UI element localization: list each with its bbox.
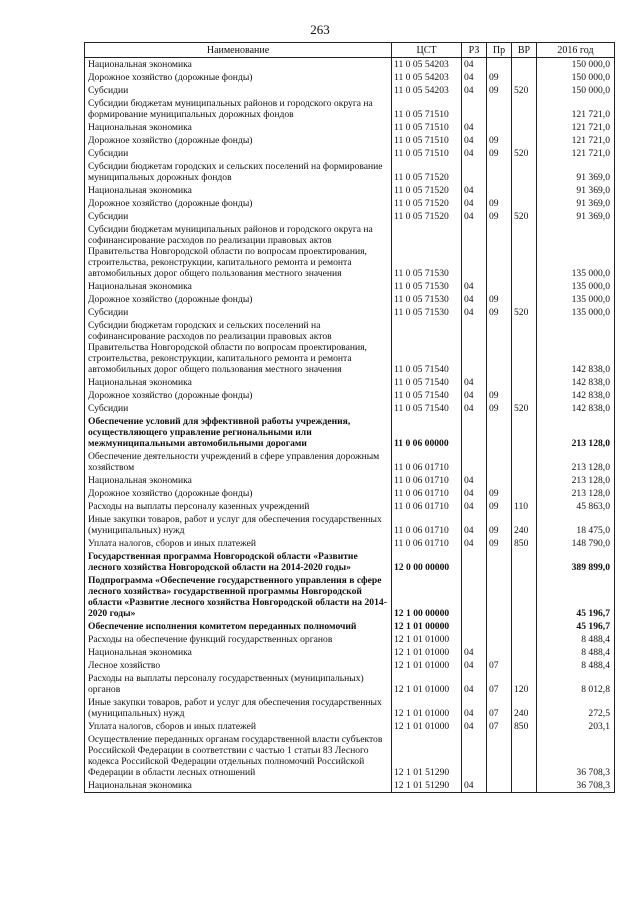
- row-pr: 09: [487, 147, 512, 160]
- table-row: [85, 513, 615, 537]
- row-pr: 09: [487, 500, 512, 513]
- row-cst: 11 0 05 71540: [392, 376, 462, 389]
- row-vr: [512, 58, 537, 72]
- row-value: 389 899,0: [537, 550, 615, 574]
- row-vr: 520: [512, 402, 537, 415]
- row-vr: 520: [512, 306, 537, 319]
- row-value: 8 488,4: [537, 659, 615, 672]
- row-cst: 12 1 00 00000: [392, 574, 462, 620]
- row-rz: 04: [462, 696, 487, 720]
- table-header-row: [85, 43, 615, 58]
- row-cst: 11 0 05 71540: [392, 402, 462, 415]
- row-cst: 11 0 05 54203: [392, 58, 462, 72]
- row-rz: [462, 415, 487, 450]
- row-pr: [487, 450, 512, 474]
- table-row: [85, 487, 615, 500]
- row-rz: 04: [462, 720, 487, 733]
- table-row: [85, 84, 615, 97]
- table-row: [85, 134, 615, 147]
- row-vr: [512, 280, 537, 293]
- header-cst: ЦСТ: [392, 43, 462, 58]
- row-vr: 850: [512, 537, 537, 550]
- row-cst: 12 1 01 51290: [392, 779, 462, 793]
- row-name: Национальная экономика: [85, 184, 392, 197]
- row-vr: [512, 223, 537, 280]
- row-rz: 04: [462, 672, 487, 696]
- row-cst: 12 1 01 01000: [392, 672, 462, 696]
- row-pr: [487, 184, 512, 197]
- row-vr: [512, 646, 537, 659]
- row-pr: 09: [487, 134, 512, 147]
- table-row: [85, 450, 615, 474]
- row-pr: 09: [487, 293, 512, 306]
- row-value: 150 000,0: [537, 84, 615, 97]
- row-name: Национальная экономика: [85, 58, 392, 72]
- row-pr: 09: [487, 71, 512, 84]
- row-value: 213 128,0: [537, 450, 615, 474]
- row-pr: [487, 646, 512, 659]
- row-rz: 04: [462, 121, 487, 134]
- row-cst: 12 1 01 01000: [392, 696, 462, 720]
- table-row: [85, 733, 615, 779]
- row-rz: [462, 550, 487, 574]
- row-pr: [487, 633, 512, 646]
- row-vr: [512, 160, 537, 184]
- row-name: Расходы на выплаты персоналу государственных (муниципальных) органов: [85, 672, 392, 696]
- table-row: [85, 71, 615, 84]
- row-name: Национальная экономика: [85, 646, 392, 659]
- row-cst: 11 0 06 01710: [392, 474, 462, 487]
- row-vr: 520: [512, 210, 537, 223]
- row-cst: 11 0 05 71530: [392, 223, 462, 280]
- row-value: 91 369,0: [537, 197, 615, 210]
- row-cst: 11 0 05 71520: [392, 210, 462, 223]
- table-row: [85, 389, 615, 402]
- row-cst: 12 0 00 00000: [392, 550, 462, 574]
- row-pr: [487, 280, 512, 293]
- row-cst: 11 0 05 54203: [392, 71, 462, 84]
- row-value: 135 000,0: [537, 293, 615, 306]
- row-name: Обеспечение исполнения комитетом переданных полномочий: [85, 620, 392, 633]
- row-rz: 04: [462, 779, 487, 793]
- row-vr: [512, 574, 537, 620]
- row-pr: [487, 574, 512, 620]
- table-row: [85, 184, 615, 197]
- row-vr: [512, 450, 537, 474]
- row-vr: 240: [512, 513, 537, 537]
- row-name: Государственная программа Новгородской области «Развитие лесного хозяйства Новгородской области на 2014-2020 годы»: [85, 550, 392, 574]
- table-row: [85, 550, 615, 574]
- row-vr: 520: [512, 147, 537, 160]
- table-row: [85, 415, 615, 450]
- row-pr: [487, 550, 512, 574]
- table-row: [85, 646, 615, 659]
- row-pr: 07: [487, 659, 512, 672]
- row-rz: 04: [462, 84, 487, 97]
- row-value: 45 863,0: [537, 500, 615, 513]
- row-rz: [462, 97, 487, 121]
- row-rz: [462, 733, 487, 779]
- row-value: 121 721,0: [537, 134, 615, 147]
- row-value: 91 369,0: [537, 210, 615, 223]
- row-pr: [487, 474, 512, 487]
- row-pr: 09: [487, 402, 512, 415]
- row-vr: [512, 550, 537, 574]
- row-value: 121 721,0: [537, 147, 615, 160]
- row-vr: [512, 487, 537, 500]
- row-value: 142 838,0: [537, 389, 615, 402]
- row-cst: 11 0 05 54203: [392, 84, 462, 97]
- table-row: [85, 121, 615, 134]
- row-cst: 11 0 05 71530: [392, 306, 462, 319]
- row-cst: 11 0 06 01710: [392, 450, 462, 474]
- row-cst: 11 0 05 71540: [392, 389, 462, 402]
- row-rz: [462, 574, 487, 620]
- row-name: Дорожное хозяйство (дорожные фонды): [85, 293, 392, 306]
- row-pr: [487, 160, 512, 184]
- row-vr: [512, 620, 537, 633]
- row-cst: 11 0 05 71520: [392, 184, 462, 197]
- row-cst: 12 1 01 00000: [392, 620, 462, 633]
- row-name: Подпрограмма «Обеспечение государственного управления в сфере лесного хозяйства» государственной программы Новгородской области «Развитие лесного хозяйства Новгородской области на 2014-2020 годы»: [85, 574, 392, 620]
- row-pr: 09: [487, 306, 512, 319]
- row-value: 142 838,0: [537, 376, 615, 389]
- row-name: Уплата налогов, сборов и иных платежей: [85, 720, 392, 733]
- row-vr: [512, 415, 537, 450]
- row-name: Субсидии бюджетам муниципальных районов и городского округа на софинансирование расходов по реализации правовых актов Правительства Новгородской области по вопросам проектирования, строительства, реконструкции, капитального ремонта и ремонта автомобильных дорог общего пользования местного значения: [85, 223, 392, 280]
- row-vr: [512, 659, 537, 672]
- row-cst: 11 0 06 01710: [392, 500, 462, 513]
- row-rz: 04: [462, 280, 487, 293]
- row-name: Обеспечение условий для эффективной работы учреждения, осуществляющего управление региональными или межмуниципальными автомобильными дорогами: [85, 415, 392, 450]
- row-pr: [487, 620, 512, 633]
- table-row: [85, 210, 615, 223]
- row-vr: [512, 474, 537, 487]
- row-vr: [512, 97, 537, 121]
- row-cst: 12 1 01 01000: [392, 720, 462, 733]
- row-name: Дорожное хозяйство (дорожные фонды): [85, 197, 392, 210]
- row-name: Субсидии: [85, 147, 392, 160]
- row-rz: 04: [462, 487, 487, 500]
- row-value: 142 838,0: [537, 402, 615, 415]
- row-value: 213 128,0: [537, 474, 615, 487]
- row-pr: 09: [487, 84, 512, 97]
- table-row: [85, 319, 615, 376]
- row-value: 18 475,0: [537, 513, 615, 537]
- row-pr: 09: [487, 537, 512, 550]
- row-pr: 09: [487, 487, 512, 500]
- row-cst: 11 0 05 71540: [392, 319, 462, 376]
- row-pr: [487, 376, 512, 389]
- row-vr: [512, 184, 537, 197]
- row-cst: 11 0 05 71530: [392, 280, 462, 293]
- row-pr: 07: [487, 672, 512, 696]
- table-row: [85, 620, 615, 633]
- header-rz: РЗ: [462, 43, 487, 58]
- row-rz: 04: [462, 58, 487, 72]
- row-pr: [487, 223, 512, 280]
- row-vr: 240: [512, 696, 537, 720]
- row-cst: 11 0 06 01710: [392, 537, 462, 550]
- row-name: Расходы на обеспечение функций государственных органов: [85, 633, 392, 646]
- row-cst: 11 0 06 01710: [392, 513, 462, 537]
- row-rz: 04: [462, 147, 487, 160]
- table-row: [85, 779, 615, 793]
- table-row: [85, 659, 615, 672]
- table-row: [85, 376, 615, 389]
- row-rz: [462, 633, 487, 646]
- row-value: 150 000,0: [537, 71, 615, 84]
- row-name: Субсидии: [85, 402, 392, 415]
- row-value: 272,5: [537, 696, 615, 720]
- row-rz: 04: [462, 210, 487, 223]
- row-vr: 110: [512, 500, 537, 513]
- row-pr: 07: [487, 720, 512, 733]
- row-value: 213 128,0: [537, 487, 615, 500]
- table-row: [85, 633, 615, 646]
- row-rz: 04: [462, 293, 487, 306]
- row-rz: 04: [462, 659, 487, 672]
- table-row: [85, 223, 615, 280]
- header-vr: ВР: [512, 43, 537, 58]
- row-vr: [512, 376, 537, 389]
- row-name: Дорожное хозяйство (дорожные фонды): [85, 487, 392, 500]
- row-pr: 09: [487, 513, 512, 537]
- table-row: [85, 280, 615, 293]
- row-cst: 11 0 05 71530: [392, 293, 462, 306]
- row-cst: 11 0 05 71510: [392, 97, 462, 121]
- row-vr: [512, 733, 537, 779]
- row-name: Субсидии бюджетам городских и сельских поселений на софинансирование расходов по реализации правовых актов Правительства Новгородской области по вопросам проектирования, строительства, реконструкции, капитального ремонта и ремонта автомобильных дорог общего пользования местного значения: [85, 319, 392, 376]
- row-value: 203,1: [537, 720, 615, 733]
- table-row: [85, 720, 615, 733]
- row-cst: 12 1 01 51290: [392, 733, 462, 779]
- header-pr: Пр: [487, 43, 512, 58]
- row-name: Лесное хозяйство: [85, 659, 392, 672]
- row-value: 36 708,3: [537, 779, 615, 793]
- row-name: Иные закупки товаров, работ и услуг для обеспечения государственных (муниципальных) нужд: [85, 696, 392, 720]
- row-cst: 11 0 05 71510: [392, 121, 462, 134]
- row-name: Субсидии бюджетам муниципальных районов и городского округа на формирование муниципальных дорожных фондов: [85, 97, 392, 121]
- row-cst: 11 0 05 71520: [392, 197, 462, 210]
- row-cst: 11 0 05 71510: [392, 134, 462, 147]
- row-cst: 12 1 01 01000: [392, 659, 462, 672]
- row-rz: 04: [462, 537, 487, 550]
- row-value: 45 196,7: [537, 620, 615, 633]
- table-row: [85, 197, 615, 210]
- table-row: [85, 147, 615, 160]
- row-vr: [512, 134, 537, 147]
- row-rz: 04: [462, 513, 487, 537]
- table-row: [85, 696, 615, 720]
- row-name: Национальная экономика: [85, 779, 392, 793]
- row-name: Дорожное хозяйство (дорожные фонды): [85, 134, 392, 147]
- row-cst: 12 1 01 01000: [392, 633, 462, 646]
- header-year: 2016 год: [537, 43, 615, 58]
- row-name: Дорожное хозяйство (дорожные фонды): [85, 71, 392, 84]
- row-pr: 09: [487, 210, 512, 223]
- row-rz: [462, 319, 487, 376]
- row-cst: 12 1 01 01000: [392, 646, 462, 659]
- row-vr: [512, 779, 537, 793]
- row-name: Уплата налогов, сборов и иных платежей: [85, 537, 392, 550]
- row-value: 8 012,8: [537, 672, 615, 696]
- row-name: Национальная экономика: [85, 121, 392, 134]
- row-pr: 07: [487, 696, 512, 720]
- row-value: 91 369,0: [537, 160, 615, 184]
- budget-table: [84, 42, 615, 793]
- row-name: Обеспечение деятельности учреждений в сфере управления дорожным хозяйством: [85, 450, 392, 474]
- row-cst: 11 0 06 01710: [392, 487, 462, 500]
- row-rz: [462, 223, 487, 280]
- table-row: [85, 293, 615, 306]
- row-name: Национальная экономика: [85, 280, 392, 293]
- table-row: [85, 574, 615, 620]
- row-name: Дорожное хозяйство (дорожные фонды): [85, 389, 392, 402]
- row-vr: 120: [512, 672, 537, 696]
- row-name: Иные закупки товаров, работ и услуг для обеспечения государственных (муниципальных) нужд: [85, 513, 392, 537]
- row-rz: [462, 160, 487, 184]
- row-name: Субсидии: [85, 306, 392, 319]
- row-value: 45 196,7: [537, 574, 615, 620]
- row-vr: [512, 121, 537, 134]
- row-pr: [487, 121, 512, 134]
- row-value: 142 838,0: [537, 319, 615, 376]
- row-pr: 09: [487, 197, 512, 210]
- row-name: Национальная экономика: [85, 474, 392, 487]
- row-vr: [512, 293, 537, 306]
- row-cst: 11 0 05 71520: [392, 160, 462, 184]
- table-row: [85, 306, 615, 319]
- row-value: 91 369,0: [537, 184, 615, 197]
- row-vr: 850: [512, 720, 537, 733]
- table-row: [85, 537, 615, 550]
- row-rz: 04: [462, 306, 487, 319]
- row-rz: 04: [462, 71, 487, 84]
- table-row: [85, 500, 615, 513]
- row-pr: [487, 733, 512, 779]
- row-pr: [487, 58, 512, 72]
- row-pr: [487, 779, 512, 793]
- row-name: Осуществление переданных органам государственной власти субъектов Российской Федерации в соответствии с частью 1 статьи 83 Лесного кодекса Российской Федерации отдельных полномочий Российской Федерации в области лесных отношений: [85, 733, 392, 779]
- row-value: 150 000,0: [537, 58, 615, 72]
- row-name: Расходы на выплаты персоналу казенных учреждений: [85, 500, 392, 513]
- row-value: 121 721,0: [537, 97, 615, 121]
- page-number: 263: [310, 22, 330, 37]
- table-row: [85, 160, 615, 184]
- row-rz: 04: [462, 376, 487, 389]
- table-row: [85, 402, 615, 415]
- row-name: Национальная экономика: [85, 376, 392, 389]
- row-value: 36 708,3: [537, 733, 615, 779]
- table-row: [85, 474, 615, 487]
- row-rz: 04: [462, 134, 487, 147]
- row-rz: 04: [462, 197, 487, 210]
- row-rz: 04: [462, 389, 487, 402]
- row-pr: 09: [487, 389, 512, 402]
- table-body: [85, 58, 615, 793]
- row-rz: 04: [462, 500, 487, 513]
- row-vr: [512, 319, 537, 376]
- row-pr: [487, 415, 512, 450]
- row-vr: [512, 633, 537, 646]
- row-cst: 11 0 05 71510: [392, 147, 462, 160]
- table-row: [85, 97, 615, 121]
- row-value: 135 000,0: [537, 223, 615, 280]
- row-rz: 04: [462, 474, 487, 487]
- row-pr: [487, 319, 512, 376]
- header-name: Наименование: [85, 43, 392, 58]
- row-value: 148 790,0: [537, 537, 615, 550]
- row-value: 135 000,0: [537, 306, 615, 319]
- row-name: Субсидии бюджетам городских и сельских поселений на формирование муниципальных дорожных фондов: [85, 160, 392, 184]
- row-vr: [512, 197, 537, 210]
- row-vr: [512, 71, 537, 84]
- row-rz: [462, 620, 487, 633]
- row-vr: [512, 389, 537, 402]
- row-value: 121 721,0: [537, 121, 615, 134]
- table-row: [85, 58, 615, 72]
- row-name: Субсидии: [85, 210, 392, 223]
- row-vr: 520: [512, 84, 537, 97]
- row-rz: [462, 450, 487, 474]
- row-value: 8 488,4: [537, 646, 615, 659]
- row-cst: 11 0 06 00000: [392, 415, 462, 450]
- table-row: [85, 672, 615, 696]
- row-value: 8 488,4: [537, 633, 615, 646]
- row-rz: 04: [462, 184, 487, 197]
- row-name: Субсидии: [85, 84, 392, 97]
- row-value: 213 128,0: [537, 415, 615, 450]
- row-rz: 04: [462, 402, 487, 415]
- row-pr: [487, 97, 512, 121]
- row-rz: 04: [462, 646, 487, 659]
- row-value: 135 000,0: [537, 280, 615, 293]
